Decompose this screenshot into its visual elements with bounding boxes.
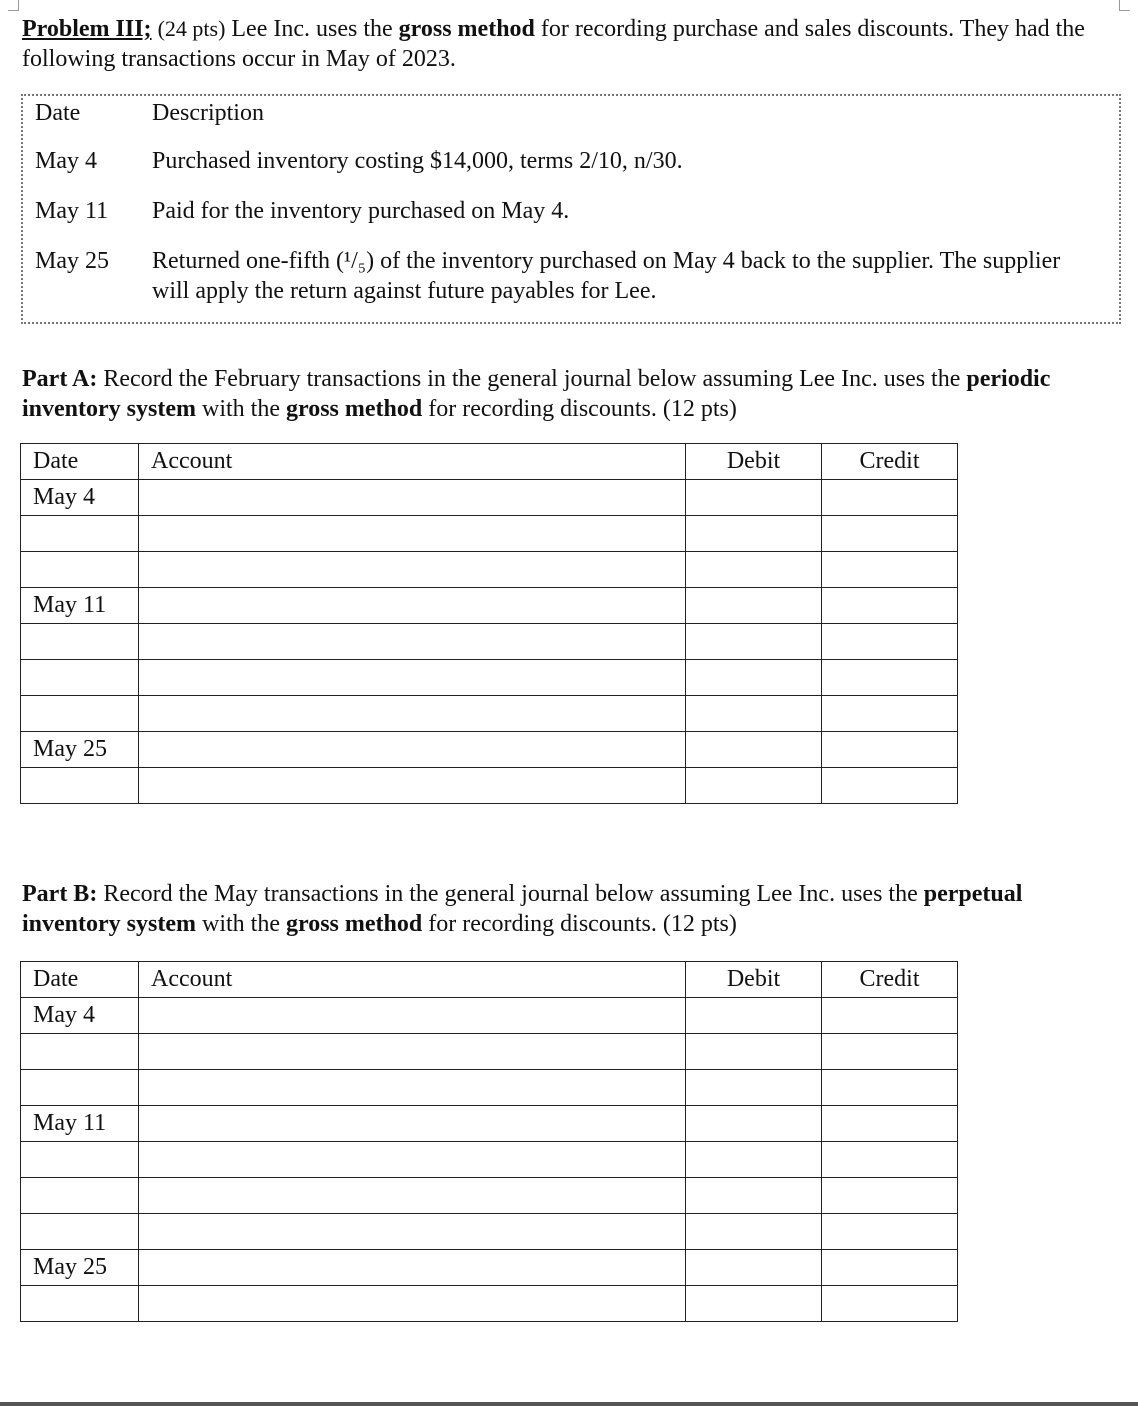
journal-account-input[interactable] (139, 696, 686, 732)
journal-date-cell (21, 552, 139, 588)
journal-credit-input[interactable] (822, 1286, 958, 1322)
transaction-row (35, 146, 1102, 176)
problem-intro (22, 14, 1112, 74)
journal-row (21, 660, 958, 696)
part-a-text: with the (195, 396, 286, 422)
journal-debit-input[interactable] (686, 1286, 822, 1322)
page-bottom-border (0, 1402, 1138, 1406)
intro-bold: gross method (398, 16, 535, 42)
part-a-bold: periodic inventory system (22, 366, 1051, 422)
journal-credit-input[interactable] (822, 732, 958, 768)
part-a-text: Record the February transactions in the general journal below assuming Lee Inc. uses the (97, 366, 967, 392)
journal-account-input[interactable] (139, 1070, 686, 1106)
journal-account-input[interactable] (139, 624, 686, 660)
transaction-row (35, 246, 1102, 306)
transactions-header (35, 98, 1102, 128)
journal-header-credit: Credit (822, 444, 958, 480)
journal-debit-input[interactable] (686, 1250, 822, 1286)
journal-account-input[interactable] (139, 768, 686, 804)
journal-date-cell: May 11 (21, 1106, 139, 1142)
journal-debit-input[interactable] (686, 1214, 822, 1250)
journal-row (21, 1034, 958, 1070)
transaction-date: May 25 (35, 248, 109, 274)
journal-date-cell (21, 516, 139, 552)
intro-text-a: Lee Inc. uses the (225, 16, 399, 42)
journal-row (21, 998, 958, 1034)
journal-date-cell (21, 1178, 139, 1214)
journal-account-input[interactable] (139, 1178, 686, 1214)
corner-mark-right (1119, 0, 1130, 11)
journal-credit-input[interactable] (822, 588, 958, 624)
journal-row (21, 1142, 958, 1178)
transactions-desc-header: Description (152, 100, 264, 126)
journal-account-input[interactable] (139, 516, 686, 552)
transaction-row (35, 196, 1102, 226)
journal-credit-input[interactable] (822, 696, 958, 732)
journal-table-a (20, 443, 958, 804)
journal-account-input[interactable] (139, 552, 686, 588)
journal-account-input[interactable] (139, 1250, 686, 1286)
journal-date-cell: May 25 (21, 1250, 139, 1286)
part-b-bold: gross method (285, 911, 423, 937)
journal-date-cell (21, 1142, 139, 1178)
journal-table-b (20, 961, 958, 1322)
journal-debit-input[interactable] (686, 516, 822, 552)
problem-title: Problem III; (22, 16, 152, 42)
journal-account-input[interactable] (139, 1286, 686, 1322)
journal-row (21, 1178, 958, 1214)
journal-row (21, 696, 958, 732)
part-a-label: Part A: (22, 366, 98, 392)
journal-row (21, 1106, 958, 1142)
journal-date-cell: May 11 (21, 588, 139, 624)
part-b-bold: perpetual inventory system (22, 881, 1023, 937)
journal-debit-input[interactable] (686, 1178, 822, 1214)
journal-credit-input[interactable] (822, 1070, 958, 1106)
journal-debit-input[interactable] (686, 1142, 822, 1178)
transactions-box (21, 94, 1121, 324)
journal-header-account: Account (139, 962, 686, 998)
problem-points: (24 pts) (157, 16, 226, 41)
journal-header-credit: Credit (822, 962, 958, 998)
journal-account-input[interactable] (139, 480, 686, 516)
transactions-date-header: Date (35, 100, 81, 126)
journal-date-cell (21, 624, 139, 660)
journal-row (21, 1070, 958, 1106)
journal-account-input[interactable] (139, 732, 686, 768)
part-a-text: for recording discounts. (12 pts) (422, 396, 737, 422)
journal-credit-input[interactable] (822, 1142, 958, 1178)
journal-credit-input[interactable] (822, 480, 958, 516)
part-b-text: for recording discounts. (12 pts) (422, 911, 737, 937)
part-a-heading (22, 364, 1117, 424)
transaction-text: Purchased inventory costing $14,000, terms 2/10, n/30. (152, 148, 683, 174)
transaction-text: Returned one-fifth (¹/₅) of the inventory purchased on May 4 back to the supplier. The supplier will apply the return against future payables for Lee. (152, 248, 1061, 304)
journal-row (21, 1286, 958, 1322)
journal-debit-input[interactable] (686, 624, 822, 660)
journal-date-cell (21, 696, 139, 732)
journal-account-input[interactable] (139, 1106, 686, 1142)
journal-credit-input[interactable] (822, 768, 958, 804)
journal-account-input[interactable] (139, 660, 686, 696)
part-b-text: Record the May transactions in the general journal below assuming Lee Inc. uses the (97, 881, 924, 907)
journal-row (21, 1214, 958, 1250)
journal-row (21, 552, 958, 588)
journal-date-cell (21, 1034, 139, 1070)
journal-date-cell (21, 1070, 139, 1106)
journal-debit-input[interactable] (686, 552, 822, 588)
journal-credit-input[interactable] (822, 660, 958, 696)
journal-date-cell (21, 768, 139, 804)
journal-debit-input[interactable] (686, 696, 822, 732)
journal-credit-input[interactable] (822, 1178, 958, 1214)
journal-account-input[interactable] (139, 588, 686, 624)
journal-debit-input[interactable] (686, 480, 822, 516)
part-b-label: Part B: (22, 881, 98, 907)
journal-row (21, 732, 958, 768)
journal-account-input[interactable] (139, 1034, 686, 1070)
journal-date-cell (21, 660, 139, 696)
journal-account-input[interactable] (139, 1142, 686, 1178)
journal-row (21, 1250, 958, 1286)
journal-credit-input[interactable] (822, 624, 958, 660)
journal-header-date: Date (21, 444, 139, 480)
journal-header-debit: Debit (686, 444, 822, 480)
journal-row (21, 588, 958, 624)
journal-credit-input[interactable] (822, 1214, 958, 1250)
journal-date-cell: May 25 (21, 732, 139, 768)
journal-credit-input[interactable] (822, 1106, 958, 1142)
journal-debit-input[interactable] (686, 768, 822, 804)
journal-date-cell: May 4 (21, 480, 139, 516)
corner-mark-left (8, 0, 19, 11)
journal-header-row (21, 444, 958, 480)
journal-header-account: Account (139, 444, 686, 480)
journal-row (21, 516, 958, 552)
journal-credit-input[interactable] (822, 1250, 958, 1286)
journal-account-input[interactable] (139, 1214, 686, 1250)
journal-credit-input[interactable] (822, 1034, 958, 1070)
journal-credit-input[interactable] (822, 516, 958, 552)
journal-credit-input[interactable] (822, 552, 958, 588)
part-b-heading (22, 879, 1117, 939)
journal-date-cell: May 4 (21, 998, 139, 1034)
journal-header-row (21, 962, 958, 998)
journal-debit-input[interactable] (686, 998, 822, 1034)
journal-debit-input[interactable] (686, 1070, 822, 1106)
intro-text-b: for recording purchase and sales discounts. They had the following transactions occur in May of 2023. (22, 16, 1085, 72)
part-a-bold: gross method (285, 396, 423, 422)
journal-date-cell (21, 1286, 139, 1322)
transaction-date: May 11 (35, 198, 109, 224)
part-b-text: with the (195, 911, 286, 937)
journal-debit-input[interactable] (686, 660, 822, 696)
journal-header-date: Date (21, 962, 139, 998)
journal-date-cell (21, 1214, 139, 1250)
journal-debit-input[interactable] (686, 732, 822, 768)
journal-row (21, 480, 958, 516)
journal-debit-input[interactable] (686, 588, 822, 624)
journal-debit-input[interactable] (686, 1106, 822, 1142)
journal-row (21, 624, 958, 660)
transaction-date: May 4 (35, 148, 97, 174)
transaction-text: Paid for the inventory purchased on May 4. (152, 198, 570, 224)
journal-header-debit: Debit (686, 962, 822, 998)
journal-row (21, 768, 958, 804)
journal-debit-input[interactable] (686, 1034, 822, 1070)
journal-account-input[interactable] (139, 998, 686, 1034)
journal-credit-input[interactable] (822, 998, 958, 1034)
